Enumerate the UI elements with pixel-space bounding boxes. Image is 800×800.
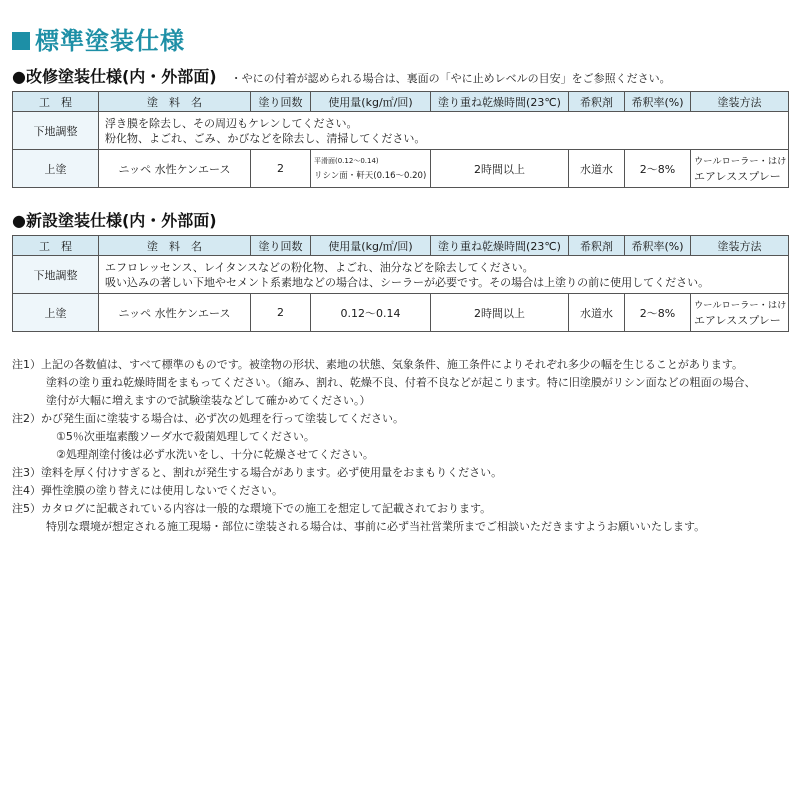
header-process: 工 程 (13, 92, 99, 112)
rate-cell: 2～8% (625, 294, 691, 332)
renovation-spec-heading: ●改修塗装仕様(内・外部面) ・やにの付着が認められる場合は、裏面の「やに止めレベルの目安」をご参照ください。 (12, 67, 671, 86)
header-method: 塗装方法 (691, 92, 789, 112)
page-title: 標準塗装仕様 (12, 21, 185, 56)
note-line: 注3）塗料を厚く付けすぎると、割れが発生する場合があります。必ず使用量をおまもりください。 (12, 466, 503, 479)
thinner-cell: 水道水 (569, 294, 625, 332)
method-cell: ウールローラー・はけ エアレススプレー (691, 294, 789, 332)
header-rate: 希釈率(%) (625, 236, 691, 256)
table-row (13, 256, 789, 294)
header-coats: 塗り回数 (251, 92, 311, 112)
notes (12, 356, 792, 536)
prep-description: エフロレッセンス、レイタンスなどの粉化物、よごれ、油分などを除去してください。 吸い込みの著しい下地やセメント系素地などの場合は、シーラーが必要です。その場合は上塗りの前に使用してください。 (99, 256, 789, 294)
header-coats: 塗り回数 (251, 236, 311, 256)
rate-cell: 2～8% (625, 150, 691, 188)
header-usage: 使用量(kg/㎡/回) (311, 92, 431, 112)
note-line: 注5）カタログに記載されている内容は一般的な環境下での施工を想定して記載されております。 (12, 502, 492, 515)
note-line: ①5％次亜塩素酸ソーダ水で殺菌処理してください。 (56, 430, 315, 443)
paint-cell: ニッペ 水性ケンエース (99, 294, 251, 332)
header-thinner: 希釈剤 (569, 236, 625, 256)
table-header-row (13, 236, 789, 256)
header-rate: 希釈率(%) (625, 92, 691, 112)
note-line: 注4）弾性塗膜の塗り替えには使用しないでください。 (12, 484, 283, 497)
table-header-row (13, 92, 789, 112)
new-construction-spec-heading: ●新設塗装仕様(内・外部面) (12, 211, 217, 230)
thinner-cell: 水道水 (569, 150, 625, 188)
header-dry-time: 塗り重ね乾燥時間(23℃) (431, 236, 569, 256)
header-dry-time: 塗り重ね乾燥時間(23℃) (431, 92, 569, 112)
process-cell: 下地調整 (13, 112, 99, 150)
table-row (13, 112, 789, 150)
note-line: 塗付が大幅に増えますので試験塗装などして確かめてください。） (46, 394, 371, 407)
dry-time-cell: 2時間以上 (431, 150, 569, 188)
dry-time-cell: 2時間以上 (431, 294, 569, 332)
renovation-spec-table (12, 91, 789, 188)
table-row (13, 150, 789, 188)
process-cell: 下地調整 (13, 256, 99, 294)
header-process: 工 程 (13, 236, 99, 256)
new-construction-spec-table (12, 235, 789, 332)
table-row (13, 294, 789, 332)
header-thinner: 希釈剤 (569, 92, 625, 112)
note-line: 注1）上記の各数値は、すべて標準のものです。被塗物の形状、素地の状態、気象条件、施工条件によりそれぞれ多少の幅を生じることがあります。 (12, 358, 744, 371)
coats-cell: 2 (251, 294, 311, 332)
note-line: ②処理剤塗付後は必ず水洗いをし、十分に乾燥させてください。 (56, 448, 374, 461)
usage-cell: 0.12～0.14 (311, 294, 431, 332)
method-cell: ウールローラー・はけ エアレススプレー (691, 150, 789, 188)
square-icon (12, 32, 30, 50)
note-line: 塗料の塗り重ね乾燥時間をまもってください。（縮み、割れ、乾燥不良、付着不良などが起こります。特に旧塗膜がリシン面などの粗面の場合、 (46, 376, 756, 389)
prep-description: 浮き膜を除去し、その周辺もケレンしてください。 粉化物、よごれ、ごみ、かびなどを除去し、清掃してください。 (99, 112, 789, 150)
note-line: 注2）かび発生面に塗装する場合は、必ず次の処理を行って塗装してください。 (12, 412, 404, 425)
usage-cell: 平滑面(0.12～0.14) リシン面・軒天(0.16～0.20) (311, 150, 431, 188)
coats-cell: 2 (251, 150, 311, 188)
note-line: 特別な環境が想定される施工現場・部位に塗装される場合は、事前に必ず当社営業所までご相談いただきますようお願いいたします。 (46, 520, 706, 533)
process-cell: 上塗 (13, 150, 99, 188)
process-cell: 上塗 (13, 294, 99, 332)
header-usage: 使用量(kg/㎡/回) (311, 236, 431, 256)
header-paint: 塗 料 名 (99, 92, 251, 112)
header-method: 塗装方法 (691, 236, 789, 256)
paint-cell: ニッペ 水性ケンエース (99, 150, 251, 188)
resin-note: ・やにの付着が認められる場合は、裏面の「やに止めレベルの目安」をご参照ください。 (230, 72, 671, 85)
header-paint: 塗 料 名 (99, 236, 251, 256)
